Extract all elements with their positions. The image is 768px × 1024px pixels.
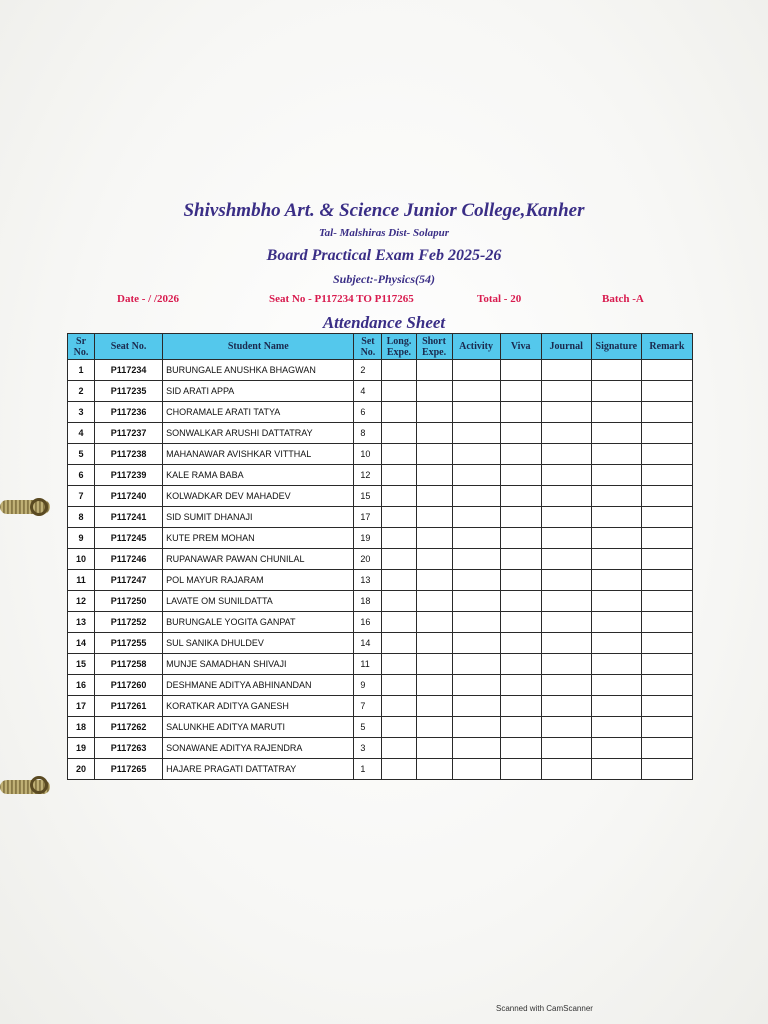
remark-cell xyxy=(641,654,692,675)
remark-cell xyxy=(641,444,692,465)
activity-cell xyxy=(452,444,500,465)
signature-cell xyxy=(591,675,641,696)
viva-cell xyxy=(500,381,541,402)
binder-ring-bottom-loop xyxy=(30,776,48,794)
long-expe-cell xyxy=(382,360,416,381)
student-name-cell: BURUNGALE ANUSHKA BHAGWAN xyxy=(163,360,354,381)
table-row xyxy=(68,696,693,717)
short-expe-cell xyxy=(416,696,452,717)
seat-no-cell: P117236 xyxy=(95,402,163,423)
signature-cell xyxy=(591,465,641,486)
col-signature: Signature xyxy=(591,334,641,360)
activity-cell xyxy=(452,423,500,444)
table-row xyxy=(68,612,693,633)
seat-no-cell: P117235 xyxy=(95,381,163,402)
short-expe-cell xyxy=(416,465,452,486)
scanner-watermark: Scanned with CamScanner xyxy=(496,1004,593,1013)
viva-cell xyxy=(500,654,541,675)
student-name-cell: HAJARE PRAGATI DATTATRAY xyxy=(163,759,354,780)
sr-no-cell: 4 xyxy=(68,423,95,444)
sr-no-cell: 7 xyxy=(68,486,95,507)
student-name-cell: KOLWADKAR DEV MAHADEV xyxy=(163,486,354,507)
long-expe-cell xyxy=(382,570,416,591)
viva-cell xyxy=(500,423,541,444)
sr-no-cell: 6 xyxy=(68,465,95,486)
remark-cell xyxy=(641,528,692,549)
table-row xyxy=(68,717,693,738)
student-name-cell: MUNJE SAMADHAN SHIVAJI xyxy=(163,654,354,675)
remark-cell xyxy=(641,591,692,612)
viva-cell xyxy=(500,570,541,591)
journal-cell xyxy=(541,738,591,759)
set-no-cell: 12 xyxy=(354,465,382,486)
set-no-cell: 1 xyxy=(354,759,382,780)
col-student-name: Student Name xyxy=(163,334,354,360)
col-remark: Remark xyxy=(641,334,692,360)
activity-cell xyxy=(452,612,500,633)
student-name-cell: POL MAYUR RAJARAM xyxy=(163,570,354,591)
student-name-cell: KALE RAMA BABA xyxy=(163,465,354,486)
table-row xyxy=(68,360,693,381)
long-expe-cell xyxy=(382,381,416,402)
remark-cell xyxy=(641,381,692,402)
seat-no-cell: P117234 xyxy=(95,360,163,381)
table-header xyxy=(68,334,693,360)
col-set-no: Set No. xyxy=(354,334,382,360)
long-expe-cell xyxy=(382,549,416,570)
viva-cell xyxy=(500,549,541,570)
long-expe-cell xyxy=(382,444,416,465)
viva-cell xyxy=(500,465,541,486)
table-row xyxy=(68,591,693,612)
table-row xyxy=(68,570,693,591)
remark-cell xyxy=(641,360,692,381)
table-row xyxy=(68,507,693,528)
viva-cell xyxy=(500,402,541,423)
student-name-cell: SONWALKAR ARUSHI DATTATRAY xyxy=(163,423,354,444)
journal-cell xyxy=(541,444,591,465)
short-expe-cell xyxy=(416,423,452,444)
signature-cell xyxy=(591,717,641,738)
student-name-cell: SID ARATI APPA xyxy=(163,381,354,402)
journal-cell xyxy=(541,528,591,549)
sr-no-cell: 10 xyxy=(68,549,95,570)
sr-no-cell: 18 xyxy=(68,717,95,738)
signature-cell xyxy=(591,612,641,633)
long-expe-cell xyxy=(382,486,416,507)
journal-cell xyxy=(541,549,591,570)
table-row xyxy=(68,633,693,654)
journal-cell xyxy=(541,465,591,486)
signature-cell xyxy=(591,654,641,675)
journal-cell xyxy=(541,633,591,654)
short-expe-cell xyxy=(416,360,452,381)
short-expe-cell xyxy=(416,591,452,612)
short-expe-cell xyxy=(416,549,452,570)
set-no-cell: 9 xyxy=(354,675,382,696)
student-name-cell: CHORAMALE ARATI TATYA xyxy=(163,402,354,423)
seat-no-cell: P117261 xyxy=(95,696,163,717)
short-expe-cell xyxy=(416,486,452,507)
student-name-cell: SONAWANE ADITYA RAJENDRA xyxy=(163,738,354,759)
student-name-cell: RUPANAWAR PAWAN CHUNILAL xyxy=(163,549,354,570)
viva-cell xyxy=(500,360,541,381)
short-expe-cell xyxy=(416,717,452,738)
sr-no-cell: 5 xyxy=(68,444,95,465)
long-expe-cell xyxy=(382,759,416,780)
seat-no-cell: P117263 xyxy=(95,738,163,759)
col-seat-no: Seat No. xyxy=(95,334,163,360)
viva-cell xyxy=(500,612,541,633)
seat-range: Seat No - P117234 TO P117265 xyxy=(269,293,414,305)
table-row xyxy=(68,444,693,465)
col-sr-no: Sr No. xyxy=(68,334,95,360)
col-viva: Viva xyxy=(500,334,541,360)
short-expe-cell xyxy=(416,633,452,654)
seat-no-cell: P117246 xyxy=(95,549,163,570)
college-location: Tal- Malshiras Dist- Solapur xyxy=(318,227,450,239)
student-name-cell: SALUNKHE ADITYA MARUTI xyxy=(163,717,354,738)
header-row xyxy=(68,334,693,360)
activity-cell xyxy=(452,465,500,486)
table-row xyxy=(68,528,693,549)
journal-cell xyxy=(541,507,591,528)
signature-cell xyxy=(591,423,641,444)
activity-cell xyxy=(452,570,500,591)
set-no-cell: 2 xyxy=(354,360,382,381)
activity-cell xyxy=(452,528,500,549)
student-name-cell: DESHMANE ADITYA ABHINANDAN xyxy=(163,675,354,696)
table-row xyxy=(68,402,693,423)
binder-ring-top-loop xyxy=(30,498,48,516)
long-expe-cell xyxy=(382,696,416,717)
remark-cell xyxy=(641,402,692,423)
activity-cell xyxy=(452,381,500,402)
journal-cell xyxy=(541,591,591,612)
total-count: Total - 20 xyxy=(477,293,522,305)
sr-no-cell: 19 xyxy=(68,738,95,759)
long-expe-cell xyxy=(382,528,416,549)
remark-cell xyxy=(641,759,692,780)
batch-label: Batch -A xyxy=(602,293,644,305)
sr-no-cell: 13 xyxy=(68,612,95,633)
short-expe-cell xyxy=(416,654,452,675)
viva-cell xyxy=(500,738,541,759)
remark-cell xyxy=(641,696,692,717)
journal-cell xyxy=(541,654,591,675)
table-row xyxy=(68,381,693,402)
set-no-cell: 7 xyxy=(354,696,382,717)
signature-cell xyxy=(591,549,641,570)
viva-cell xyxy=(500,444,541,465)
seat-no-cell: P117258 xyxy=(95,654,163,675)
remark-cell xyxy=(641,570,692,591)
viva-cell xyxy=(500,591,541,612)
journal-cell xyxy=(541,381,591,402)
set-no-cell: 16 xyxy=(354,612,382,633)
signature-cell xyxy=(591,759,641,780)
set-no-cell: 8 xyxy=(354,423,382,444)
short-expe-cell xyxy=(416,570,452,591)
long-expe-cell xyxy=(382,612,416,633)
short-expe-cell xyxy=(416,528,452,549)
long-expe-cell xyxy=(382,633,416,654)
table-row xyxy=(68,675,693,696)
set-no-cell: 10 xyxy=(354,444,382,465)
activity-cell xyxy=(452,360,500,381)
remark-cell xyxy=(641,507,692,528)
remark-cell xyxy=(641,738,692,759)
set-no-cell: 4 xyxy=(354,381,382,402)
signature-cell xyxy=(591,633,641,654)
sr-no-cell: 8 xyxy=(68,507,95,528)
journal-cell xyxy=(541,675,591,696)
long-expe-cell xyxy=(382,423,416,444)
short-expe-cell xyxy=(416,612,452,633)
short-expe-cell xyxy=(416,675,452,696)
seat-no-cell: P117260 xyxy=(95,675,163,696)
student-name-cell: BURUNGALE YOGITA GANPAT xyxy=(163,612,354,633)
viva-cell xyxy=(500,759,541,780)
viva-cell xyxy=(500,717,541,738)
set-no-cell: 5 xyxy=(354,717,382,738)
col-journal: Journal xyxy=(541,334,591,360)
signature-cell xyxy=(591,738,641,759)
sheet-title: Attendance Sheet xyxy=(322,313,446,332)
sr-no-cell: 14 xyxy=(68,633,95,654)
set-no-cell: 17 xyxy=(354,507,382,528)
signature-cell xyxy=(591,570,641,591)
date-field: Date - / /2026 xyxy=(117,293,180,305)
signature-cell xyxy=(591,360,641,381)
col-activity: Activity xyxy=(452,334,500,360)
table-body xyxy=(68,360,693,780)
short-expe-cell xyxy=(416,402,452,423)
col-long-expe: Long. Expe. xyxy=(382,334,416,360)
long-expe-cell xyxy=(382,717,416,738)
long-expe-cell xyxy=(382,465,416,486)
activity-cell xyxy=(452,591,500,612)
long-expe-cell xyxy=(382,507,416,528)
signature-cell xyxy=(591,696,641,717)
activity-cell xyxy=(452,738,500,759)
long-expe-cell xyxy=(382,402,416,423)
sr-no-cell: 17 xyxy=(68,696,95,717)
set-no-cell: 3 xyxy=(354,738,382,759)
attendance-table xyxy=(67,333,693,780)
viva-cell xyxy=(500,696,541,717)
set-no-cell: 6 xyxy=(354,402,382,423)
table-row xyxy=(68,654,693,675)
seat-no-cell: P117255 xyxy=(95,633,163,654)
signature-cell xyxy=(591,591,641,612)
viva-cell xyxy=(500,507,541,528)
journal-cell xyxy=(541,717,591,738)
activity-cell xyxy=(452,633,500,654)
signature-cell xyxy=(591,486,641,507)
table-row xyxy=(68,486,693,507)
set-no-cell: 19 xyxy=(354,528,382,549)
journal-cell xyxy=(541,759,591,780)
student-name-cell: SID SUMIT DHANAJI xyxy=(163,507,354,528)
set-no-cell: 11 xyxy=(354,654,382,675)
journal-cell xyxy=(541,402,591,423)
sr-no-cell: 16 xyxy=(68,675,95,696)
signature-cell xyxy=(591,444,641,465)
sr-no-cell: 15 xyxy=(68,654,95,675)
journal-cell xyxy=(541,486,591,507)
short-expe-cell xyxy=(416,381,452,402)
remark-cell xyxy=(641,612,692,633)
student-name-cell: KORATKAR ADITYA GANESH xyxy=(163,696,354,717)
seat-no-cell: P117262 xyxy=(95,717,163,738)
student-name-cell: MAHANAWAR AVISHKAR VITTHAL xyxy=(163,444,354,465)
table-row xyxy=(68,465,693,486)
viva-cell xyxy=(500,675,541,696)
table-row xyxy=(68,759,693,780)
subject-line: Subject:-Physics(54) xyxy=(333,272,435,286)
activity-cell xyxy=(452,402,500,423)
student-name-cell: LAVATE OM SUNILDATTA xyxy=(163,591,354,612)
student-name-cell: KUTE PREM MOHAN xyxy=(163,528,354,549)
signature-cell xyxy=(591,528,641,549)
exam-title: Board Practical Exam Feb 2025-26 xyxy=(266,247,502,264)
college-name: Shivshmbho Art. & Science Junior College,Kanher xyxy=(183,200,585,221)
remark-cell xyxy=(641,465,692,486)
set-no-cell: 13 xyxy=(354,570,382,591)
activity-cell xyxy=(452,717,500,738)
seat-no-cell: P117237 xyxy=(95,423,163,444)
remark-cell xyxy=(641,423,692,444)
student-name-cell: SUL SANIKA DHULDEV xyxy=(163,633,354,654)
activity-cell xyxy=(452,507,500,528)
remark-cell xyxy=(641,675,692,696)
short-expe-cell xyxy=(416,738,452,759)
viva-cell xyxy=(500,633,541,654)
col-short-expe: Short Expe. xyxy=(416,334,452,360)
sr-no-cell: 2 xyxy=(68,381,95,402)
seat-no-cell: P117252 xyxy=(95,612,163,633)
journal-cell xyxy=(541,612,591,633)
activity-cell xyxy=(452,675,500,696)
short-expe-cell xyxy=(416,759,452,780)
short-expe-cell xyxy=(416,444,452,465)
long-expe-cell xyxy=(382,738,416,759)
set-no-cell: 14 xyxy=(354,633,382,654)
journal-cell xyxy=(541,570,591,591)
activity-cell xyxy=(452,759,500,780)
seat-no-cell: P117241 xyxy=(95,507,163,528)
activity-cell xyxy=(452,654,500,675)
short-expe-cell xyxy=(416,507,452,528)
seat-no-cell: P117250 xyxy=(95,591,163,612)
activity-cell xyxy=(452,696,500,717)
journal-cell xyxy=(541,423,591,444)
seat-no-cell: P117247 xyxy=(95,570,163,591)
seat-no-cell: P117245 xyxy=(95,528,163,549)
long-expe-cell xyxy=(382,675,416,696)
set-no-cell: 20 xyxy=(354,549,382,570)
activity-cell xyxy=(452,486,500,507)
sr-no-cell: 9 xyxy=(68,528,95,549)
seat-no-cell: P117239 xyxy=(95,465,163,486)
signature-cell xyxy=(591,402,641,423)
journal-cell xyxy=(541,360,591,381)
seat-no-cell: P117240 xyxy=(95,486,163,507)
remark-cell xyxy=(641,633,692,654)
table-row xyxy=(68,549,693,570)
sr-no-cell: 20 xyxy=(68,759,95,780)
table-row xyxy=(68,738,693,759)
sr-no-cell: 11 xyxy=(68,570,95,591)
viva-cell xyxy=(500,486,541,507)
remark-cell xyxy=(641,717,692,738)
remark-cell xyxy=(641,549,692,570)
signature-cell xyxy=(591,507,641,528)
long-expe-cell xyxy=(382,591,416,612)
set-no-cell: 18 xyxy=(354,591,382,612)
viva-cell xyxy=(500,528,541,549)
signature-cell xyxy=(591,381,641,402)
sr-no-cell: 12 xyxy=(68,591,95,612)
long-expe-cell xyxy=(382,654,416,675)
journal-cell xyxy=(541,696,591,717)
seat-no-cell: P117265 xyxy=(95,759,163,780)
seat-no-cell: P117238 xyxy=(95,444,163,465)
sr-no-cell: 3 xyxy=(68,402,95,423)
remark-cell xyxy=(641,486,692,507)
table-row xyxy=(68,423,693,444)
activity-cell xyxy=(452,549,500,570)
sr-no-cell: 1 xyxy=(68,360,95,381)
set-no-cell: 15 xyxy=(354,486,382,507)
